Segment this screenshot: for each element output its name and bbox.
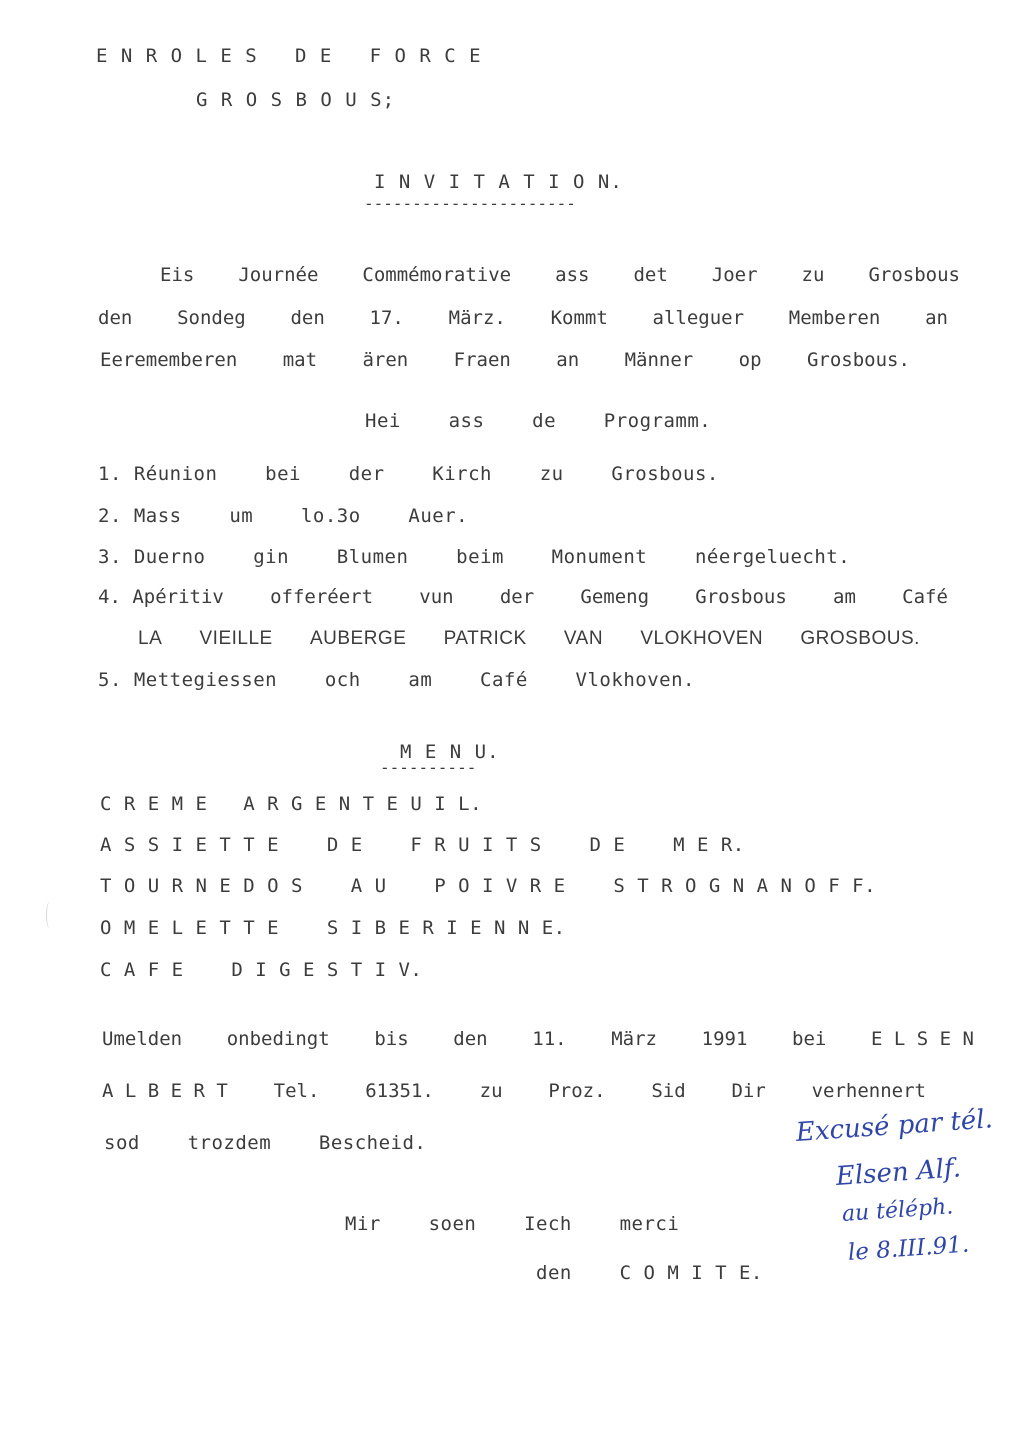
closing-thanks: Mir soen Iech merci [345, 1213, 680, 1235]
program-item-5: 5. Mettegiessen och am Café Vlokhoven. [98, 669, 695, 691]
word: Gemeng [580, 586, 650, 608]
word: LA [138, 628, 163, 649]
word: ass [555, 264, 590, 286]
word: offeréert [270, 586, 374, 608]
word: zu [479, 1080, 503, 1102]
word: alleguer [652, 307, 745, 329]
word: Umelden [102, 1028, 183, 1050]
word: den [453, 1028, 488, 1050]
word: den [98, 307, 133, 329]
word: Fraen [453, 349, 511, 371]
word: Café [902, 586, 948, 608]
word: Dir [731, 1080, 766, 1102]
word: vun [419, 586, 454, 608]
menu-item-1: C R E M E A R G E N T E U I L. [100, 793, 483, 815]
word: Tel. [273, 1080, 320, 1102]
menu-item-4: O M E L E T T E S I B E R I E N N E. [100, 917, 566, 939]
word: 17. [369, 307, 404, 329]
word: Kommt [550, 307, 608, 329]
program-item-1: 1. Réunion bei der Kirch zu Grosbous. [98, 463, 719, 485]
word: VIEILLE [199, 628, 273, 649]
word: A L B E R T [102, 1080, 228, 1102]
word: der [499, 586, 535, 608]
registration-line-2 [102, 1079, 926, 1103]
word: PATRICK [443, 628, 527, 649]
word: E L S E N [871, 1028, 974, 1050]
word: ären [362, 349, 409, 371]
word: 11. [532, 1028, 567, 1050]
program-item-2: 2. Mass um lo.3o Auer. [98, 505, 469, 527]
program-item-3: 3. Duerno gin Blumen beim Monument néergeluecht. [98, 546, 851, 568]
word: Commémorative [362, 264, 512, 286]
word: det [633, 264, 668, 286]
word: Eis [160, 264, 195, 286]
program-item-4-line-1 [98, 585, 948, 609]
word: Journée [238, 264, 319, 286]
word: Proz. [548, 1080, 606, 1102]
invitation-title-underline: ---------------------- [364, 194, 576, 213]
word: Männer [624, 349, 694, 371]
handwritten-note-line-2: Elsen Alf. [834, 1153, 962, 1192]
word: Grosbous [695, 586, 787, 608]
menu-title: M E N U. [400, 741, 500, 763]
word: Joer [711, 264, 758, 286]
word: AUBERGE [309, 628, 407, 649]
word: GROSBOUS. [800, 628, 920, 649]
word: verhennert [811, 1080, 926, 1102]
handwritten-note-line-4: le 8.III.91. [847, 1231, 970, 1266]
program-item-4-line-2 [138, 627, 920, 651]
menu-item-5: C A F E D I G E S T I V. [100, 959, 423, 981]
word: mat [282, 349, 318, 371]
word: op [738, 349, 762, 371]
word: Sid [651, 1080, 686, 1102]
word: VAN [563, 628, 604, 649]
word: VLOKHOVEN [640, 628, 764, 649]
menu-item-3: T O U R N E D O S A U P O I V R E S T R O G N A N O F F. [100, 875, 877, 897]
word: am [833, 586, 856, 608]
word: bis [374, 1028, 409, 1050]
word: März [611, 1028, 657, 1050]
word: Sondeg [177, 307, 246, 329]
intro-line-1 [160, 263, 960, 287]
word: den [290, 307, 325, 329]
word: Grosbous. [806, 349, 910, 371]
handwritten-note-line-3: au téléph. [841, 1194, 955, 1227]
registration-line-1 [102, 1027, 974, 1051]
intro-line-2 [98, 306, 948, 330]
word: bei [792, 1028, 827, 1050]
paper-mark [46, 902, 53, 928]
menu-title-underline: ---------- [380, 758, 477, 777]
closing-signature: den C O M I T E. [536, 1262, 763, 1284]
word: Grosbous [868, 264, 960, 286]
word: Eerememberen [100, 349, 238, 371]
header-line-2: G R O S B O U S; [196, 89, 396, 111]
word: 61351. [365, 1080, 434, 1102]
word: 1991 [701, 1028, 748, 1050]
handwritten-note-line-1: Excusé par tél. [794, 1104, 994, 1148]
word: Memberen [788, 307, 881, 329]
menu-item-2: A S S I E T T E D E F R U I T S D E M E R. [100, 834, 745, 856]
word: onbedingt [226, 1028, 330, 1050]
word: an [556, 349, 580, 371]
word: zu [801, 264, 825, 286]
registration-line-3: sod trozdem Bescheid. [104, 1132, 427, 1154]
invitation-title: I N V I T A T I O N. [374, 171, 623, 193]
word: März. [448, 307, 506, 329]
word: 4. Apéritiv [98, 586, 224, 608]
program-heading: Hei ass de Programm. [365, 410, 712, 432]
intro-line-3 [100, 348, 910, 372]
word: an [925, 307, 948, 329]
header-line-1: E N R O L E S D E F O R C E [96, 45, 482, 67]
